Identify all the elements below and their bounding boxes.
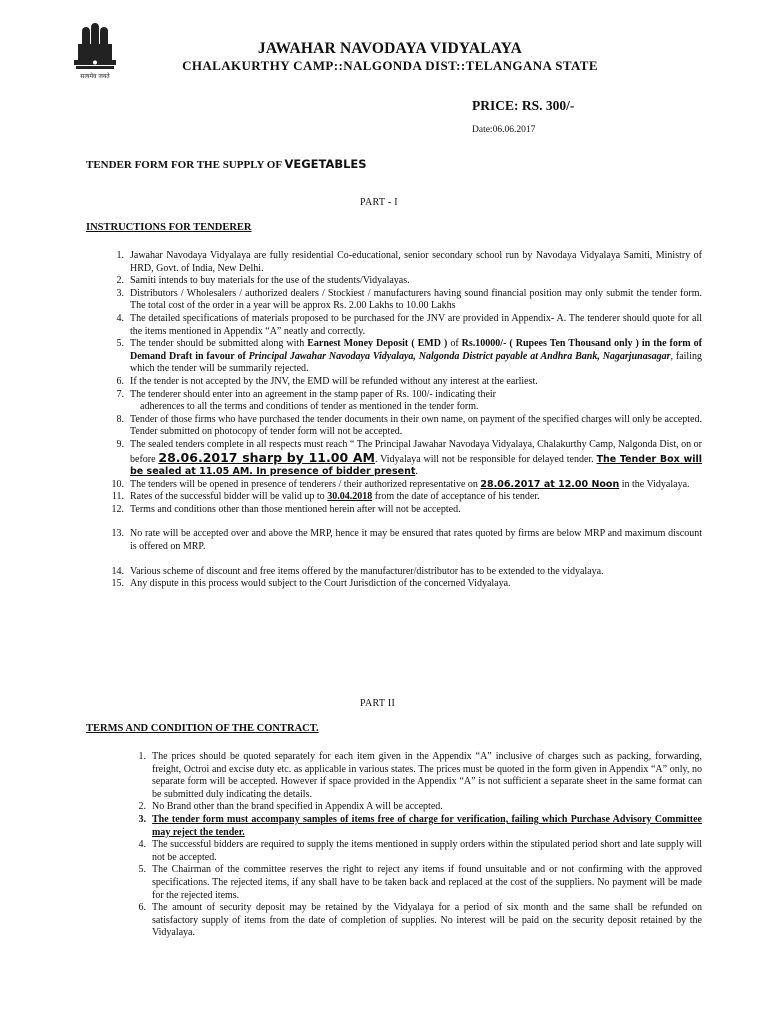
list-item: 5. The tender should be submitted along with Earnest Money Deposit ( EMD ) of Rs.10000/- ( Rupees Ten Thousand only ) in the form of Demand Draft in favour of Principal Jawahar Navodaya Vidyalaya, Nalgonda District payable at Andhra Bank, Nagarjunasagar, failing which the tender will be summarily rejected. xyxy=(116,338,702,375)
list-item: 2. No Brand other than the brand specified in Appendix A will be accepted. xyxy=(138,801,443,813)
tender-title-prefix: TENDER FORM FOR THE SUPPLY OF xyxy=(86,159,285,171)
list-item: 6. The amount of security deposit may be retained by the Vidyalaya for a period of six month and the same shall be refunded on satisfactory supply of items from the date of completion of supplies. No interest will be paid on the security deposit retained by the Vidyalaya. xyxy=(138,902,702,939)
national-emblem-icon xyxy=(68,22,122,82)
list-item: 11. Rates of the successful bidder will be valid up to 30.04.2018 from the date of acceptance of his tender. xyxy=(111,491,540,503)
samples-clause: The tender form must accompany samples of items free of charge for verification, failing which Purchase Advisory Committee may reject the tender. xyxy=(152,813,702,838)
document-date: Date:06.06.2017 xyxy=(472,125,536,135)
instructions-heading: INSTRUCTIONS FOR TENDERER xyxy=(86,222,252,233)
opening-date: 28.06.2017 at 12.00 Noon xyxy=(480,478,620,490)
emblem-motto: सत्यमेव जयते xyxy=(80,73,110,80)
instructions-list xyxy=(111,250,702,591)
list-item: 7. The tenderer should enter into an agreement in the stamp paper of Rs. 100/- indicating their adherences to all the terms and conditions of tender as mentioned in the tender form. xyxy=(116,388,496,413)
school-name: JAWAHAR NAVODAYA VIDYALAYA xyxy=(257,40,523,57)
terms-list xyxy=(138,751,702,940)
list-item: 15. Any dispute in this process would subject to the Court Jurisdiction of the concerned Vidyalaya. xyxy=(111,578,511,590)
submission-deadline: 28.06.2017 sharp by 11.00 AM xyxy=(158,449,375,465)
list-item: 9. The sealed tenders complete in all respects must reach “ The Principal Jawahar Navodaya Vidyalaya, Chalakurthy Camp, Nalgonda Dist, on or before 28.06.2017 sharp by 11.00 AM. Vidyalaya will not be responsible for delayed tender. The Tender Box will be sealed at 11.05 AM. In presence of bidder present. xyxy=(116,438,702,478)
list-item: 4. The detailed specifications of materials proposed to be purchased for the JNV are provided in Appendix- A. The tenderer should quote for all the items mentioned in Appendix “A” neatly and correctly. xyxy=(116,312,702,337)
list-item: 12. Terms and conditions other than those mentioned herein after will not be accepted. xyxy=(111,503,461,515)
tender-price: PRICE: RS. 300/- xyxy=(472,98,575,113)
list-item: 2. Samiti intends to buy materials for the use of the students/Vidyalayas. xyxy=(116,275,410,287)
list-item: 14. Various scheme of discount and free items offered by the manufacturer/distributor has to be extended to the vidyalaya. xyxy=(111,565,604,577)
tender-title-item: VEGETABLES xyxy=(284,157,367,171)
terms-heading: TERMS AND CONDITION OF THE CONTRACT. xyxy=(86,723,319,734)
list-item: 6. If the tender is not accepted by the JNV, the EMD will be refunded without any interest at the earliest. xyxy=(116,375,538,387)
list-item: 8. Tender of those firms who have purchased the tender documents in their own name, on payment of the specified charges will only be accepted. Tender submitted on photocopy of tender form will not be accepted. xyxy=(116,413,702,438)
list-item: 10. The tenders will be opened in presence of tenderers / their authorized representative on 28.06.2017 at 12.00 Noon in the Vidyalaya. xyxy=(111,478,690,490)
part-two-heading: PART II xyxy=(360,698,396,709)
list-item: 1. Jawahar Navodaya Vidyalaya are fully residential Co-educational, senior secondary school run by Navodaya Vidyalaya Samiti, Ministry of HRD, Govt. of India, New Delhi. xyxy=(116,250,702,274)
list-item: 5. The Chairman of the committee reserves the right to reject any items if found unsuitable and or not confirming with the approved specifications. The rejected items, if any shall have to be taken back and replaced at the cost of the suppliers. No payment will be made for the rejected items. xyxy=(138,864,702,901)
validity-date: 30.04.2018 xyxy=(327,491,373,503)
list-item: 3. The tender form must accompany samples of items free of charge for verification, failing which Purchase Advisory Committee may reject the tender. xyxy=(138,813,702,838)
list-item: 3. Distributors / Wholesalers / authorized dealers / Stockiest / manufacturers having sound financial position may only submit the tender form. The total cost of the order in a year will be approx Rs. 2.00 Lakhs to 10.00 Lakhs xyxy=(116,287,702,312)
list-item: 13. No rate will be accepted over and above the MRP, hence it may be ensured that rates quoted by firms are below MRP and maximum discount is offered on MRP. xyxy=(111,528,702,553)
tender-title xyxy=(86,157,367,171)
school-address: CHALAKURTHY CAMP::NALGONDA DIST::TELANGANA STATE xyxy=(182,58,598,73)
part-one-heading: PART - I xyxy=(360,197,398,208)
list-item: 1. The prices should be quoted separately for each item given in the Appendix “A” inclusive of charges such as packing, forwarding, freight, Octroi and excise duty etc. as applicable in various states. The prices must be quoted in the form given in Appendix “A” only, no separate form will be accepted. However if space provided in the Appendix “A” is not sufficient a separate sheet in the same format can be submitted duly indicating the details. xyxy=(138,751,702,800)
list-item: 4. The successful bidders are required to supply the items mentioned in supply orders within the stipulated period short and late supply will not be accepted. xyxy=(138,839,702,863)
